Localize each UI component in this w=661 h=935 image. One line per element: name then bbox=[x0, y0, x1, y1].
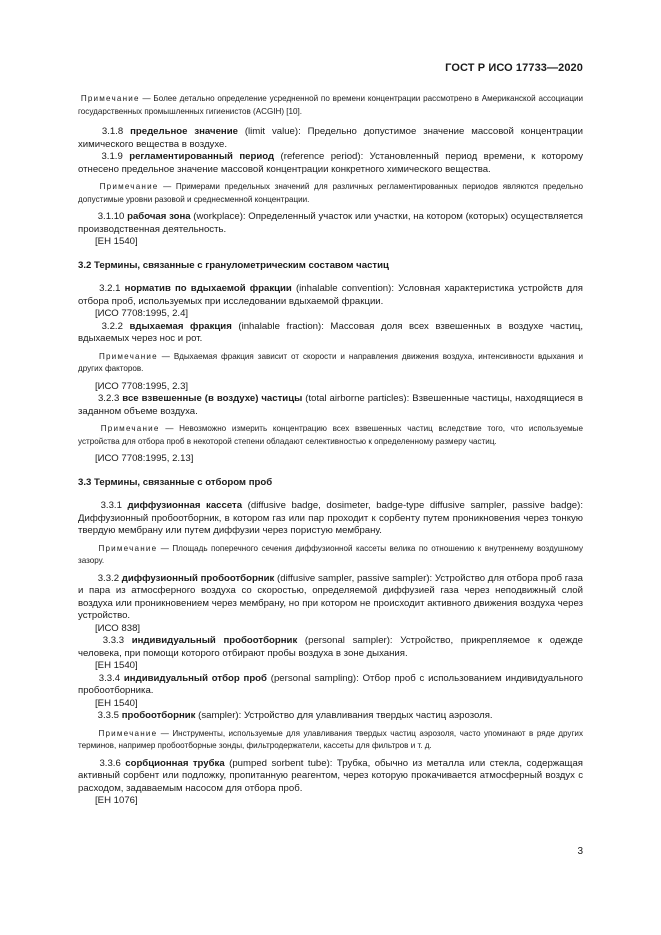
term-definition: (inhalable fraction): Массовая доля всех взвешенных в воздухе частиц, вдыхаемых через нос и рот. bbox=[78, 320, 584, 344]
note-text: — Примерами предельных значений для различных регламентированных периодов являются предельно допустимые уровни разовой и среднесменной концентрации. bbox=[78, 182, 583, 204]
note-inhalable bbox=[78, 351, 583, 376]
term-number: 3.3.3 bbox=[102, 635, 132, 646]
note-text: — Более детально определение усредненной по времени концентрации рассмотрено в Американской ассоциации государственных промышленных гигиенистов (ACGIH) [10]. bbox=[78, 94, 583, 116]
term-3-3-3 bbox=[78, 635, 583, 660]
term-3-3-1 bbox=[78, 500, 583, 538]
term-name: сорбционная трубка bbox=[125, 757, 225, 769]
term-number: 3.1.9 bbox=[101, 151, 130, 162]
term-number: 3.2.1 bbox=[99, 283, 125, 294]
term-definition: (workplace): Определенный участок или участки, на котором (которых) осуществляется производственная деятельность. bbox=[78, 211, 583, 235]
page-number: 3 bbox=[577, 846, 583, 857]
note-acgih bbox=[78, 93, 583, 118]
note-limit-values bbox=[78, 181, 583, 206]
term-reference: [ИСО 7708:1995, 2.13] bbox=[95, 453, 194, 464]
term-3-1-10 bbox=[78, 211, 583, 236]
term-number: 3.3.2 bbox=[97, 572, 122, 584]
term-number: 3.3.6 bbox=[99, 757, 126, 769]
note-label: Примечание bbox=[98, 543, 158, 553]
note-badge-area bbox=[78, 543, 583, 568]
term-name: индивидуальный отбор проб bbox=[123, 672, 267, 684]
term-3-1-8 bbox=[78, 126, 583, 151]
term-name: пробоотборник bbox=[121, 710, 196, 721]
term-name: регламентированный период bbox=[129, 151, 275, 162]
term-number: 3.3.5 bbox=[97, 710, 122, 721]
term-reference: [ЕН 1540] bbox=[95, 236, 138, 247]
term-3-3-4 bbox=[78, 673, 583, 698]
term-definition: (personal sampler): Устройство, прикрепляемое к одежде человека, при помощи которого отбирают пробы воздуха в зоне дыхания. bbox=[78, 635, 583, 659]
term-definition: (personal sampling): Отбор проб с использованием индивидуального пробоотборника. bbox=[78, 672, 584, 696]
term-reference: [ЕН 1540] bbox=[95, 697, 138, 709]
term-number: 3.3.4 bbox=[98, 672, 124, 684]
document-code: ГОСТ Р ИСО 17733—2020 bbox=[445, 62, 583, 74]
term-number: 3.1.10 bbox=[97, 211, 128, 222]
term-reference: [ЕН 1076] bbox=[95, 795, 138, 806]
term-definition: (inhalable convention): Условная характеристика устройств для отбора проб, используемых при исследовании вдыхаемой фракции. bbox=[78, 283, 584, 307]
term-number: 3.3.1 bbox=[100, 500, 128, 511]
term-definition: (diffusive sampler, passive sampler): Устройство для отбора проб газа и пара из атмосферного воздуха со скоростью, определяемой диффузией газа через неподвижный слой воздуха или проникновением через мембрану, но при котором не происходит активного движения воздуха через устройство. bbox=[78, 572, 583, 621]
term-reference: [ИСО 838] bbox=[95, 622, 141, 634]
term-name: рабочая зона bbox=[127, 211, 191, 222]
term-3-2-1 bbox=[78, 283, 583, 308]
page-body bbox=[78, 93, 583, 808]
term-name: все взвешенные (в воздухе) частицы bbox=[122, 393, 303, 404]
term-definition: (diffusive badge, dosimeter, badge-type diffusive sampler, passive badge): Диффузионный пробоотборник, в котором газ или пар проходит к сорбенту путем проникновения через тонкую твердую мембрану или путем диффузии через пористую мембрану. bbox=[78, 500, 583, 536]
note-text: — Площадь поперечного сечения диффузионной кассеты велика по отношению к внутреннему воздушному зазору. bbox=[78, 543, 584, 565]
term-name: предельное значение bbox=[130, 126, 238, 137]
term-definition: (total airborne particles): Взвешенные частицы, находящиеся в заданном объеме воздуха. bbox=[78, 393, 583, 417]
term-definition: (limit value): Предельно допустимое значение массовой концентрации химического вещества в воздухе. bbox=[78, 126, 583, 150]
term-3-1-9 bbox=[78, 151, 583, 176]
note-label: Примечание bbox=[100, 424, 160, 433]
term-name: диффузионный пробоотборник bbox=[121, 572, 275, 584]
note-label: Примечание bbox=[80, 94, 140, 103]
note-text: — Вдыхаемая фракция зависит от скорости и направления движения воздуха, интенсивности вдыхания и других факторов. bbox=[78, 351, 584, 373]
term-name: вдыхаемая фракция bbox=[129, 320, 232, 332]
term-number: 3.1.8 bbox=[101, 126, 131, 137]
term-definition: (pumped sorbent tube): Трубка, обычно из металла или стекла, содержащая активный сорбент или подложку, пропитанную реагентом, через которую прокачивается атмосферный воздух с расходом, задаваемым насосом для отбора проб. bbox=[78, 757, 583, 794]
term-3-3-2 bbox=[78, 573, 583, 623]
note-sampler-tools bbox=[78, 728, 583, 753]
term-name: норматив по вдыхаемой фракции bbox=[124, 283, 292, 294]
term-number: 3.2.2 bbox=[101, 320, 130, 332]
note-total-particles bbox=[78, 423, 583, 448]
note-label: Примечание bbox=[98, 728, 158, 738]
term-3-2-2 bbox=[78, 321, 583, 346]
term-3-3-6 bbox=[78, 758, 583, 796]
note-text: — Невозможно измерить концентрацию всех взвешенных частиц вследствие того, что используемые устройства для отбора проб в некоторой степени обладают селективностью к определенному размеру частиц. bbox=[78, 424, 583, 446]
note-label: Примечание bbox=[99, 182, 159, 191]
term-number: 3.2.3 bbox=[97, 393, 123, 404]
term-reference: [ЕН 1540] bbox=[95, 660, 138, 671]
section-heading-3-2: 3.2 Термины, связанные с гранулометрическим составом частиц bbox=[78, 259, 389, 271]
term-reference: [ИСО 7708:1995, 2.4] bbox=[95, 308, 189, 319]
term-3-2-3 bbox=[78, 393, 583, 418]
note-text: — Инструменты, используемые для улавливания твердых частиц аэрозоля, часто упоминают в ряде других терминов, например пробоотборные зонды, фильтродержатели, кассеты для фильтров и т. д. bbox=[78, 728, 583, 750]
term-3-3-5 bbox=[78, 710, 583, 723]
term-name: индивидуальный пробоотборник bbox=[131, 635, 298, 646]
term-reference: [ИСО 7708:1995, 2.3] bbox=[95, 380, 189, 392]
section-heading-3-3: 3.3 Термины, связанные с отбором проб bbox=[78, 476, 273, 488]
term-definition: (reference period): Установленный период времени, к которому отнесено предельное значение массовой концентрации конкретного химического вещества. bbox=[78, 151, 584, 175]
note-label: Примечание bbox=[98, 351, 158, 361]
term-name: диффузионная кассета bbox=[127, 500, 243, 511]
term-definition: (sampler): Устройство для улавливания твердых частиц аэрозоля. bbox=[195, 710, 493, 721]
